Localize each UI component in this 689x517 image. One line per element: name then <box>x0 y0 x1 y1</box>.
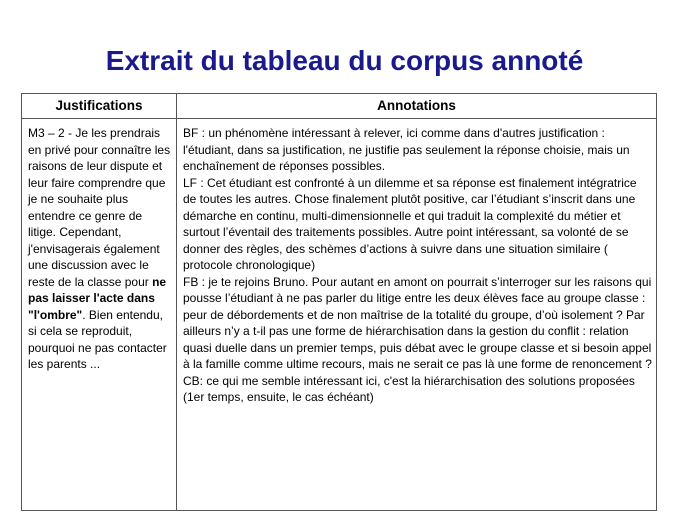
corpus-table <box>21 93 657 511</box>
annotation-lf: LF : Cet étudiant est confronté à un dilemme et sa réponse est finalement intégratrice de toutes les autres. Chose finalement plutôt positive, car l’étudiant s’inscrit dans une démarche en continu, multi-dimensionnelle et qui traduit la complexité du métier et surtout l’éventail des traitements possibles. Autre point intéressant, sa volonté de se donner des règles, des schèmes d’actions à suivre dans une situation similaire ( protocole chronologique) <box>183 175 637 272</box>
justification-text: M3 – 2 - Je les prendrais en privé pour connaître les raisons de leur dispute et leur faire comprendre que je ne souhaite plus entendre ce genre de litige. Cependant, j'envisagerais également une discussion avec le reste de la classe pour <box>28 126 171 289</box>
justification-bold-text: ne pas laisser l'acte dans "l'ombre" <box>28 274 167 322</box>
justification-text-end: . Bien entendu, si cela se reproduit, pourquoi ne pas contacter les parents ... <box>28 307 167 371</box>
table-row <box>22 119 657 511</box>
column-header-annotations: Annotations <box>177 94 657 119</box>
annotation-bf: BF : un phénomène intéressant à relever, ici comme dans d'autres justification : l'étudiant, dans sa justification, ne justifie pas seulement la réponse choisie, mais un enchaînement de réponses possibles. <box>183 126 630 173</box>
annotation-cb: CB: ce qui me semble intéressant ici, c'est la hiérarchisation des solutions proposées (1er temps, ensuite, le cas échéant) <box>183 373 635 404</box>
column-header-justifications: Justifications <box>22 94 177 119</box>
annotation-fb: FB : je te rejoins Bruno. Pour autant en amont on pourrait s’interroger sur les raisons qui pousse l’étudiant à ne pas parler du litige entre les deux élèves face au groupe classe : peur de débordements et de non maîtrise de la totalité du groupe, d’où isolement ? Par ailleurs n’y a t-il pas une forme de hiérarchisation dans la gestion du conflit : relation quasi duelle dans un premier temps, puis débat avec le groupe classe et si besoin appel à la famille comme ultime recours, mais ne serait ce pas là une forme de renoncement ? <box>183 274 652 371</box>
slide-title: Extrait du tableau du corpus annoté <box>105 45 584 76</box>
annotations-cell <box>177 119 657 511</box>
table-header-row <box>22 94 657 119</box>
justification-cell <box>22 119 177 511</box>
